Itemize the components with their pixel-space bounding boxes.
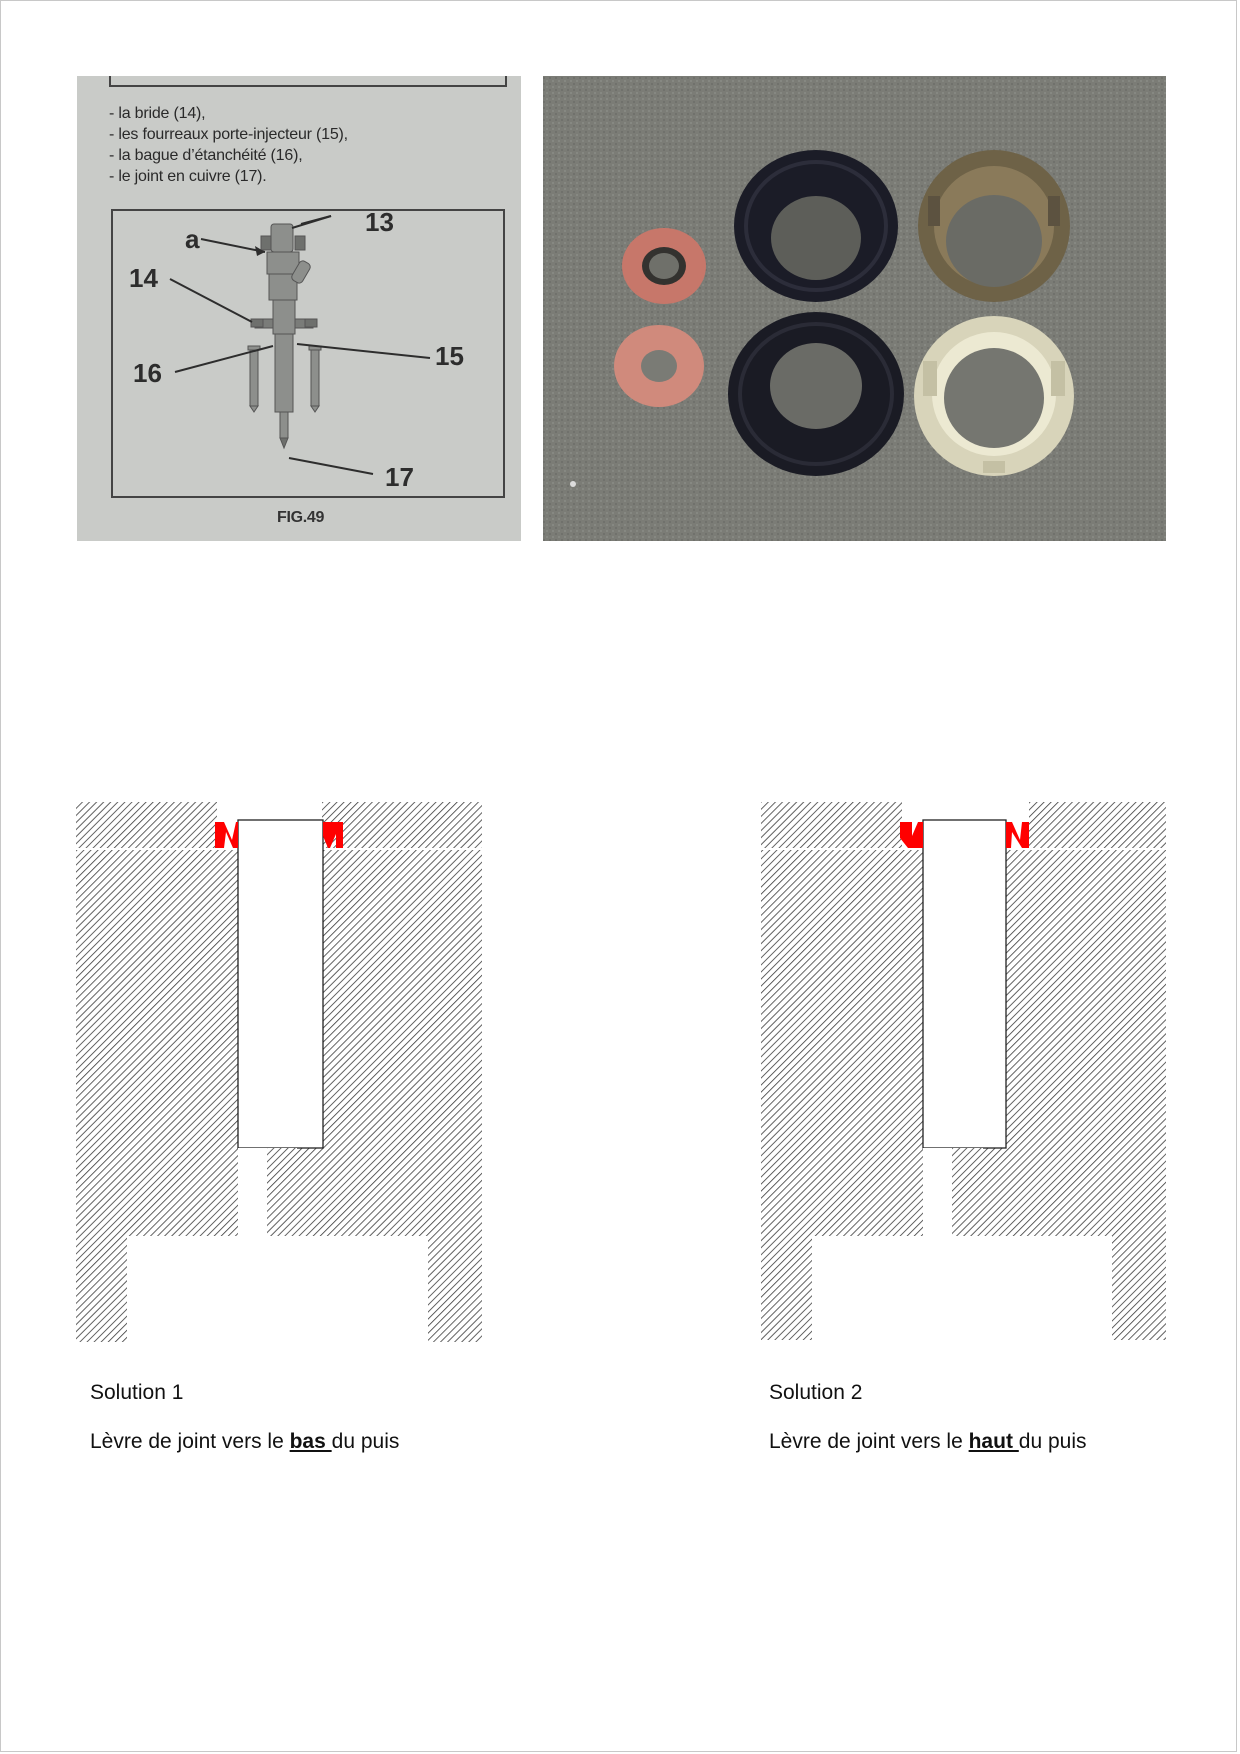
solution-2-text-after: du puis	[1018, 1430, 1087, 1453]
solution-1-title: Solution 1	[90, 1381, 184, 1404]
injector-solution-1	[238, 820, 323, 1148]
label-a: a	[185, 224, 200, 254]
diagram-solution-1	[76, 802, 482, 1342]
label-17: 17	[385, 462, 414, 492]
caption-solution-1	[90, 1381, 399, 1454]
solution-2-title: Solution 2	[769, 1381, 863, 1404]
solution-2-text-before: Lèvre de joint vers le	[769, 1430, 969, 1453]
solution-1-description	[90, 1430, 399, 1454]
diagram-solution-2	[761, 802, 1166, 1340]
solution-2-emphasis: haut	[968, 1430, 1019, 1453]
seal-left-solution-1	[215, 822, 238, 848]
label-14: 14	[129, 263, 158, 293]
parts-list-item: - le joint en cuivre (17).	[109, 168, 267, 185]
parts-list-item: - la bride (14),	[109, 105, 206, 122]
figure-caption: FIG.49	[277, 509, 325, 526]
parts-list-item: - les fourreaux porte-injecteur (15),	[109, 126, 348, 143]
seal-right-solution-2	[1006, 822, 1029, 848]
solution-1-text-before: Lèvre de joint vers le	[90, 1430, 290, 1453]
label-15: 15	[435, 341, 464, 371]
solution-1-emphasis: bas	[289, 1430, 332, 1453]
solution-1-text-after: du puis	[331, 1430, 400, 1453]
seal-left-solution-2	[900, 822, 923, 848]
solution-2-description	[769, 1430, 1087, 1454]
parts-list-item: - la bague d’étanchéité (16),	[109, 147, 303, 164]
label-16: 16	[133, 358, 162, 388]
label-13: 13	[365, 207, 394, 237]
caption-solution-2	[769, 1381, 1087, 1454]
injector-solution-2	[923, 820, 1006, 1148]
